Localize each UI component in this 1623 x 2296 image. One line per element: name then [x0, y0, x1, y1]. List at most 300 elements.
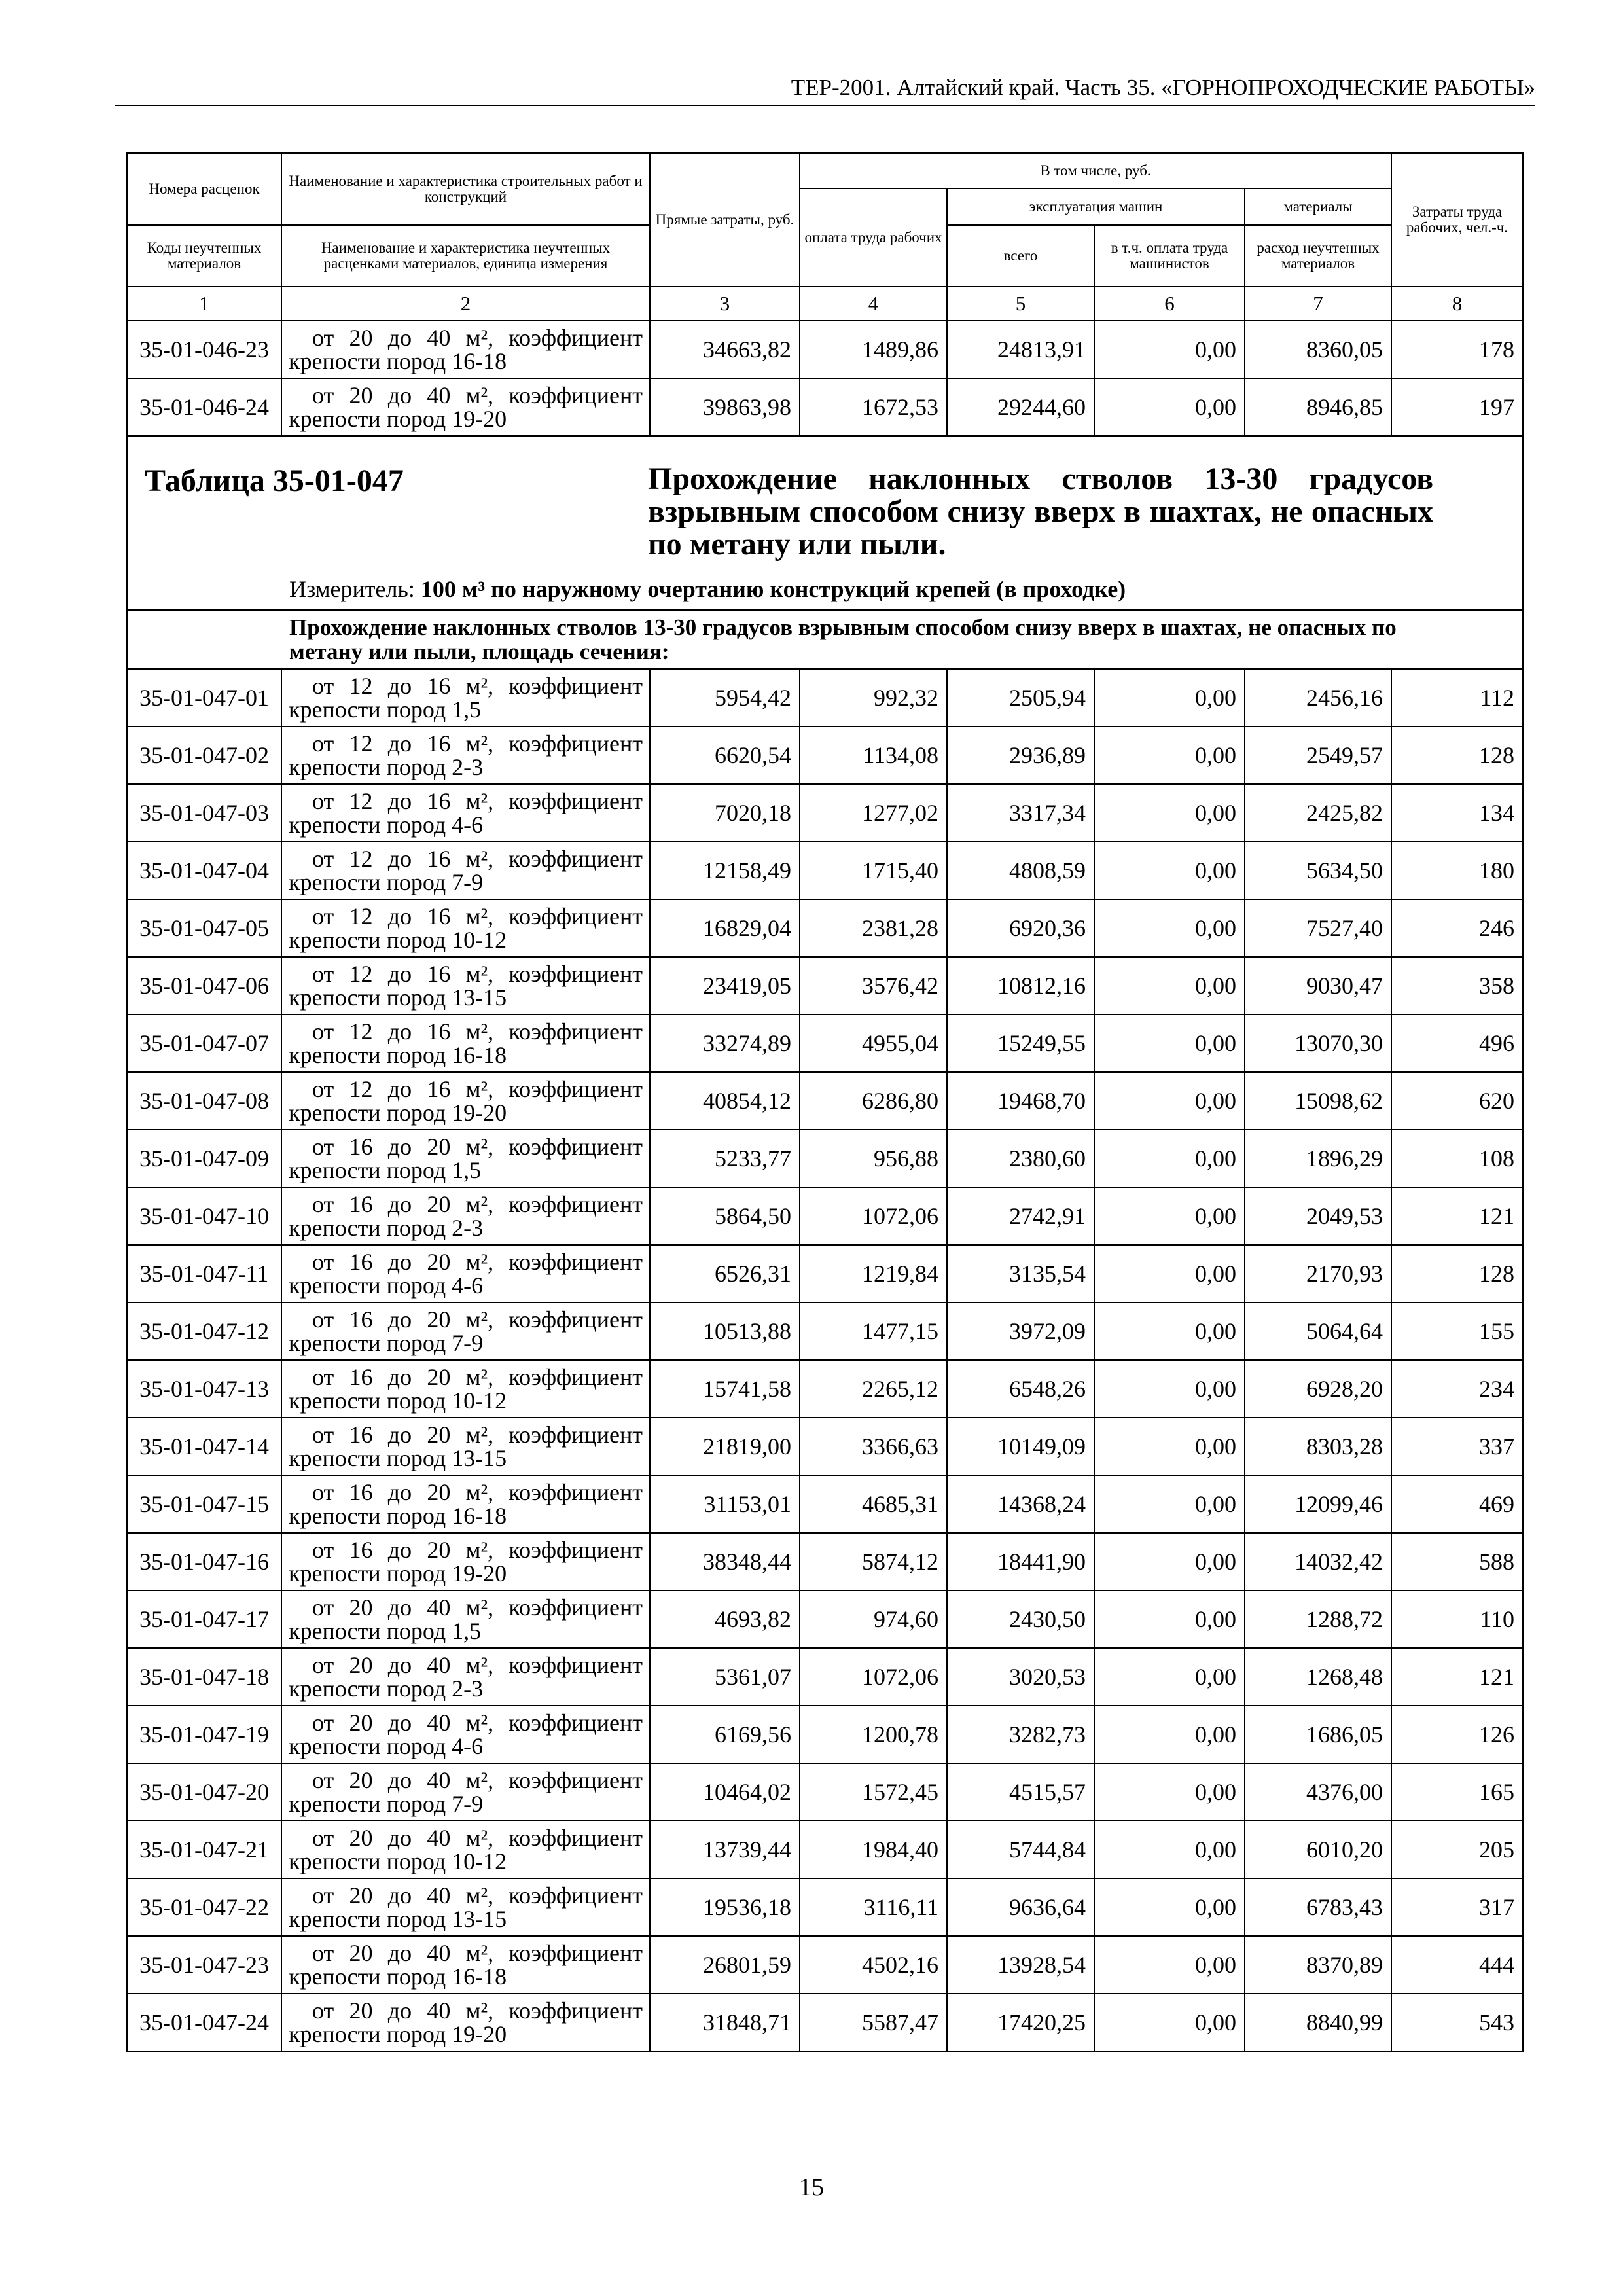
- rate-description-line: крепости пород 2-3: [289, 1215, 484, 1241]
- rate-code: 35-01-047-15: [127, 1475, 281, 1533]
- header-direct-costs: Прямые затраты, руб.: [650, 153, 800, 287]
- rate-description-line: крепости пород 2-3: [289, 754, 484, 780]
- direct-costs-cell: 6526,31: [650, 1245, 800, 1302]
- previous-table-rows: [127, 321, 1523, 436]
- labor-pay-cell: 1477,15: [800, 1302, 947, 1360]
- labor-pay-cell: 1072,06: [800, 1187, 947, 1245]
- rate-description-line: от 12 до 16 м², коэффициент: [312, 788, 643, 814]
- direct-costs-cell: 23419,05: [650, 957, 800, 1014]
- header-machines-group: эксплуатация машин: [947, 188, 1245, 225]
- labor-pay-cell: 3576,42: [800, 957, 947, 1014]
- rate-code: 35-01-046-23: [127, 321, 281, 378]
- rate-code: 35-01-047-22: [127, 1878, 281, 1936]
- unaccounted-materials-cell: 8360,05: [1245, 321, 1391, 378]
- labor-hours-cell: 121: [1391, 1187, 1523, 1245]
- rate-description-line: крепости пород 10-12: [289, 1848, 507, 1874]
- labor-pay-cell: 4955,04: [800, 1014, 947, 1072]
- rate-description: [281, 1878, 650, 1936]
- table-row: [127, 378, 1523, 436]
- table-row: [127, 1302, 1523, 1360]
- rate-description-line: от 12 до 16 м², коэффициент: [312, 673, 643, 699]
- rate-description-line: от 16 до 20 м², коэффициент: [312, 1191, 643, 1217]
- labor-pay-cell: 1672,53: [800, 378, 947, 436]
- rate-description-line: от 20 до 40 м², коэффициент: [312, 1998, 643, 2024]
- unaccounted-materials-cell: 2549,57: [1245, 726, 1391, 784]
- labor-pay-cell: 5587,47: [800, 1994, 947, 2051]
- machines-total-cell: 2430,50: [947, 1590, 1094, 1648]
- table-subheading: Прохождение наклонных стволов 13-30 градусов взрывным способом снизу вверх в шахтах, не опасных по метану или пыли, площадь сечения:: [289, 615, 1397, 664]
- unaccounted-materials-cell: 2049,53: [1245, 1187, 1391, 1245]
- unaccounted-materials-cell: 14032,42: [1245, 1533, 1391, 1590]
- machinists-pay-cell: 0,00: [1094, 726, 1245, 784]
- rate-code: 35-01-047-13: [127, 1360, 281, 1418]
- rate-description-line: крепости пород 16-18: [289, 1964, 507, 1990]
- unaccounted-materials-cell: 1268,48: [1245, 1648, 1391, 1706]
- machinists-pay-cell: 0,00: [1094, 1014, 1245, 1072]
- table-row: [127, 1994, 1523, 2051]
- column-number: 3: [650, 287, 800, 321]
- labor-pay-cell: 2381,28: [800, 899, 947, 957]
- machines-total-cell: 13928,54: [947, 1936, 1094, 1994]
- machinists-pay-cell: 0,00: [1094, 1763, 1245, 1821]
- rate-code: 35-01-047-05: [127, 899, 281, 957]
- rate-description: [281, 1533, 650, 1590]
- direct-costs-cell: 5954,42: [650, 669, 800, 726]
- measure-unit-label: Измеритель:: [289, 576, 415, 602]
- labor-hours-cell: 178: [1391, 321, 1523, 378]
- rate-description-line: крепости пород 10-12: [289, 927, 507, 953]
- rate-code: 35-01-047-01: [127, 669, 281, 726]
- machines-total-cell: 4808,59: [947, 842, 1094, 899]
- labor-hours-cell: 108: [1391, 1130, 1523, 1187]
- rate-description: [281, 1475, 650, 1533]
- rate-description-line: крепости пород 19-20: [289, 406, 507, 432]
- rate-code: 35-01-047-06: [127, 957, 281, 1014]
- direct-costs-cell: 33274,89: [650, 1014, 800, 1072]
- rate-description-line: от 16 до 20 м², коэффициент: [312, 1422, 643, 1448]
- machines-total-cell: 10149,09: [947, 1418, 1094, 1475]
- labor-pay-cell: 1219,84: [800, 1245, 947, 1302]
- table-row: [127, 1763, 1523, 1821]
- labor-hours-cell: 620: [1391, 1072, 1523, 1130]
- machines-total-cell: 14368,24: [947, 1475, 1094, 1533]
- machines-total-cell: 2742,91: [947, 1187, 1094, 1245]
- price-table: [126, 152, 1524, 2052]
- machinists-pay-cell: 0,00: [1094, 1302, 1245, 1360]
- table-row: [127, 1130, 1523, 1187]
- unaccounted-materials-cell: 6783,43: [1245, 1878, 1391, 1936]
- rate-description-line: крепости пород 19-20: [289, 1560, 507, 1587]
- column-number: 1: [127, 287, 281, 321]
- rate-code: 35-01-047-19: [127, 1706, 281, 1763]
- table-row: [127, 784, 1523, 842]
- column-number: 4: [800, 287, 947, 321]
- rate-description-line: крепости пород 13-15: [289, 984, 507, 1011]
- running-title: ТЕР-2001. Алтайский край. Часть 35. «ГОРНОПРОХОДЧЕСКИЕ РАБОТЫ»: [791, 75, 1535, 100]
- labor-hours-cell: 165: [1391, 1763, 1523, 1821]
- machinists-pay-cell: 0,00: [1094, 669, 1245, 726]
- direct-costs-cell: 40854,12: [650, 1072, 800, 1130]
- machinists-pay-cell: 0,00: [1094, 1130, 1245, 1187]
- header-labor-hours: Затраты труда рабочих, чел.-ч.: [1391, 153, 1523, 287]
- direct-costs-cell: 5864,50: [650, 1187, 800, 1245]
- rate-code: 35-01-047-04: [127, 842, 281, 899]
- unaccounted-materials-cell: 13070,30: [1245, 1014, 1391, 1072]
- table-row: [127, 842, 1523, 899]
- header-name-top: Наименование и характеристика строительных работ и конструкций: [281, 153, 650, 225]
- machinists-pay-cell: 0,00: [1094, 1187, 1245, 1245]
- machines-total-cell: 4515,57: [947, 1763, 1094, 1821]
- machinists-pay-cell: 0,00: [1094, 1648, 1245, 1706]
- unaccounted-materials-cell: 2170,93: [1245, 1245, 1391, 1302]
- table-row: [127, 899, 1523, 957]
- rate-description-line: крепости пород 7-9: [289, 869, 484, 895]
- rate-description-line: крепости пород 16-18: [289, 348, 507, 374]
- labor-hours-cell: 128: [1391, 726, 1523, 784]
- rate-description-line: от 12 до 16 м², коэффициент: [312, 1076, 643, 1102]
- labor-pay-cell: 2265,12: [800, 1360, 947, 1418]
- rate-code: 35-01-047-08: [127, 1072, 281, 1130]
- machinists-pay-cell: 0,00: [1094, 1878, 1245, 1936]
- machinists-pay-cell: 0,00: [1094, 1418, 1245, 1475]
- labor-pay-cell: 3116,11: [800, 1878, 947, 1936]
- direct-costs-cell: 7020,18: [650, 784, 800, 842]
- unaccounted-materials-cell: 9030,47: [1245, 957, 1391, 1014]
- unaccounted-materials-cell: 1288,72: [1245, 1590, 1391, 1648]
- rate-code: 35-01-047-02: [127, 726, 281, 784]
- unaccounted-materials-cell: 8303,28: [1245, 1418, 1391, 1475]
- rate-description: [281, 784, 650, 842]
- labor-pay-cell: 5874,12: [800, 1533, 947, 1590]
- rate-description: [281, 1706, 650, 1763]
- rate-description-line: от 12 до 16 м², коэффициент: [312, 730, 643, 757]
- rate-description: [281, 726, 650, 784]
- machinists-pay-cell: 0,00: [1094, 1245, 1245, 1302]
- table-row: [127, 1245, 1523, 1302]
- table-description: Прохождение наклонных стволов 13-30 градусов взрывным способом снизу вверх в шахтах, не опасных по метану или пыли.: [648, 461, 1433, 562]
- rate-description: [281, 842, 650, 899]
- unaccounted-materials-cell: 2425,82: [1245, 784, 1391, 842]
- labor-hours-cell: 246: [1391, 899, 1523, 957]
- unaccounted-materials-cell: 2456,16: [1245, 669, 1391, 726]
- rate-description: [281, 899, 650, 957]
- rate-description-line: от 16 до 20 м², коэффициент: [312, 1134, 643, 1160]
- labor-hours-cell: 444: [1391, 1936, 1523, 1994]
- rate-description-line: крепости пород 19-20: [289, 2021, 507, 2047]
- table-row: [127, 1418, 1523, 1475]
- machines-total-cell: 19468,70: [947, 1072, 1094, 1130]
- rate-code: 35-01-047-03: [127, 784, 281, 842]
- machinists-pay-cell: 0,00: [1094, 842, 1245, 899]
- table-row: [127, 1706, 1523, 1763]
- unaccounted-materials-cell: 5634,50: [1245, 842, 1391, 899]
- measure-unit-value: 100 м³ по наружному очертанию конструкций крепей (в проходке): [420, 576, 1126, 602]
- labor-pay-cell: 974,60: [800, 1590, 947, 1648]
- table-row: [127, 1590, 1523, 1648]
- rate-code: 35-01-047-23: [127, 1936, 281, 1994]
- machinists-pay-cell: 0,00: [1094, 1994, 1245, 2051]
- direct-costs-cell: 26801,59: [650, 1936, 800, 1994]
- rate-description: [281, 378, 650, 436]
- machines-total-cell: 9636,64: [947, 1878, 1094, 1936]
- page-number: 15: [799, 2174, 824, 2201]
- running-header: [115, 71, 1535, 106]
- machinists-pay-cell: 0,00: [1094, 1821, 1245, 1878]
- labor-pay-cell: 6286,80: [800, 1072, 947, 1130]
- table-row: [127, 1936, 1523, 1994]
- direct-costs-cell: 13739,44: [650, 1821, 800, 1878]
- rate-description: [281, 1014, 650, 1072]
- header-unaccounted-materials: расход неучтенных материалов: [1245, 225, 1391, 287]
- unaccounted-materials-cell: 1686,05: [1245, 1706, 1391, 1763]
- rate-code: 35-01-047-24: [127, 1994, 281, 2051]
- column-number: 7: [1245, 287, 1391, 321]
- labor-pay-cell: 1489,86: [800, 321, 947, 378]
- direct-costs-cell: 39863,98: [650, 378, 800, 436]
- unaccounted-materials-cell: 5064,64: [1245, 1302, 1391, 1360]
- machines-total-cell: 10812,16: [947, 957, 1094, 1014]
- labor-pay-cell: 1572,45: [800, 1763, 947, 1821]
- table-row: [127, 1187, 1523, 1245]
- rate-description-line: от 20 до 40 м², коэффициент: [312, 1652, 643, 1678]
- machines-total-cell: 15249,55: [947, 1014, 1094, 1072]
- rate-description-line: крепости пород 10-12: [289, 1388, 507, 1414]
- machinists-pay-cell: 0,00: [1094, 1590, 1245, 1648]
- table-row: [127, 726, 1523, 784]
- machines-total-cell: 2936,89: [947, 726, 1094, 784]
- labor-hours-cell: 588: [1391, 1533, 1523, 1590]
- direct-costs-cell: 38348,44: [650, 1533, 800, 1590]
- table-rows: [127, 669, 1523, 2051]
- machinists-pay-cell: 0,00: [1094, 1936, 1245, 1994]
- unaccounted-materials-cell: 1896,29: [1245, 1130, 1391, 1187]
- rate-description-line: от 20 до 40 м², коэффициент: [312, 382, 643, 408]
- rate-description-line: крепости пород 4-6: [289, 812, 484, 838]
- labor-pay-cell: 4502,16: [800, 1936, 947, 1994]
- header-materials-group: материалы: [1245, 188, 1391, 225]
- labor-hours-cell: 469: [1391, 1475, 1523, 1533]
- labor-pay-cell: 1134,08: [800, 726, 947, 784]
- unaccounted-materials-cell: 12099,46: [1245, 1475, 1391, 1533]
- rate-description: [281, 957, 650, 1014]
- rate-description: [281, 1245, 650, 1302]
- labor-pay-cell: 956,88: [800, 1130, 947, 1187]
- machinists-pay-cell: 0,00: [1094, 784, 1245, 842]
- rate-code: 35-01-047-21: [127, 1821, 281, 1878]
- rate-description: [281, 1418, 650, 1475]
- direct-costs-cell: 34663,82: [650, 321, 800, 378]
- rate-description: [281, 1187, 650, 1245]
- machinists-pay-cell: 0,00: [1094, 1360, 1245, 1418]
- rate-description-line: крепости пород 4-6: [289, 1733, 484, 1759]
- labor-hours-cell: 197: [1391, 378, 1523, 436]
- labor-hours-cell: 126: [1391, 1706, 1523, 1763]
- labor-hours-cell: 128: [1391, 1245, 1523, 1302]
- labor-hours-cell: 110: [1391, 1590, 1523, 1648]
- machines-total-cell: 2380,60: [947, 1130, 1094, 1187]
- unaccounted-materials-cell: 8946,85: [1245, 378, 1391, 436]
- rate-description-line: крепости пород 13-15: [289, 1445, 507, 1471]
- header-codes-bottom: Коды неучтенных материалов: [127, 225, 281, 287]
- header-labor-pay: оплата труда рабочих: [800, 188, 947, 287]
- rate-description-line: от 12 до 16 м², коэффициент: [312, 846, 643, 872]
- machinists-pay-cell: 0,00: [1094, 957, 1245, 1014]
- rate-description-line: крепости пород 1,5: [289, 1157, 482, 1183]
- table-row: [127, 1533, 1523, 1590]
- rate-description-line: крепости пород 13-15: [289, 1906, 507, 1932]
- header-machines-total: всего: [947, 225, 1094, 287]
- direct-costs-cell: 12158,49: [650, 842, 800, 899]
- header-including-group: В том числе, руб.: [800, 153, 1391, 188]
- labor-hours-cell: 180: [1391, 842, 1523, 899]
- machines-total-cell: 24813,91: [947, 321, 1094, 378]
- table-row: [127, 1475, 1523, 1533]
- labor-pay-cell: 992,32: [800, 669, 947, 726]
- machines-total-cell: 3282,73: [947, 1706, 1094, 1763]
- rate-description-line: от 16 до 20 м², коэффициент: [312, 1249, 643, 1275]
- machinists-pay-cell: 0,00: [1094, 1072, 1245, 1130]
- rate-description-line: от 16 до 20 м², коэффициент: [312, 1479, 643, 1505]
- rate-description-line: от 20 до 40 м², коэффициент: [312, 1767, 643, 1793]
- rate-description-line: крепости пород 7-9: [289, 1330, 484, 1356]
- rate-description-line: крепости пород 1,5: [289, 1618, 482, 1644]
- rate-description: [281, 1360, 650, 1418]
- rate-code: 35-01-047-10: [127, 1187, 281, 1245]
- direct-costs-cell: 15741,58: [650, 1360, 800, 1418]
- column-number: 2: [281, 287, 650, 321]
- rate-code: 35-01-047-09: [127, 1130, 281, 1187]
- rate-description: [281, 1648, 650, 1706]
- direct-costs-cell: 5233,77: [650, 1130, 800, 1187]
- machinists-pay-cell: 0,00: [1094, 1706, 1245, 1763]
- rate-description-line: от 12 до 16 м², коэффициент: [312, 903, 643, 929]
- direct-costs-cell: 4693,82: [650, 1590, 800, 1648]
- rate-description-line: крепости пород 16-18: [289, 1503, 507, 1529]
- rate-description: [281, 669, 650, 726]
- labor-hours-cell: 205: [1391, 1821, 1523, 1878]
- machines-total-cell: 3135,54: [947, 1245, 1094, 1302]
- direct-costs-cell: 31153,01: [650, 1475, 800, 1533]
- rate-code: 35-01-046-24: [127, 378, 281, 436]
- labor-hours-cell: 496: [1391, 1014, 1523, 1072]
- direct-costs-cell: 6620,54: [650, 726, 800, 784]
- labor-hours-cell: 317: [1391, 1878, 1523, 1936]
- direct-costs-cell: 10464,02: [650, 1763, 800, 1821]
- rate-description-line: крепости пород 4-6: [289, 1272, 484, 1299]
- labor-pay-cell: 4685,31: [800, 1475, 947, 1533]
- labor-hours-cell: 358: [1391, 957, 1523, 1014]
- table-row: [127, 1072, 1523, 1130]
- rate-description-line: от 20 до 40 м², коэффициент: [312, 325, 643, 351]
- machines-total-cell: 6920,36: [947, 899, 1094, 957]
- machinists-pay-cell: 0,00: [1094, 899, 1245, 957]
- rate-description-line: от 16 до 20 м², коэффициент: [312, 1306, 643, 1333]
- direct-costs-cell: 6169,56: [650, 1706, 800, 1763]
- rate-code: 35-01-047-18: [127, 1648, 281, 1706]
- rate-code: 35-01-047-16: [127, 1533, 281, 1590]
- labor-hours-cell: 337: [1391, 1418, 1523, 1475]
- machinists-pay-cell: 0,00: [1094, 1475, 1245, 1533]
- rate-description-line: от 20 до 40 м², коэффициент: [312, 1594, 643, 1621]
- machinists-pay-cell: 0,00: [1094, 321, 1245, 378]
- rate-description-line: крепости пород 2-3: [289, 1676, 484, 1702]
- machines-total-cell: 17420,25: [947, 1994, 1094, 2051]
- direct-costs-cell: 31848,71: [650, 1994, 800, 2051]
- table-row: [127, 1648, 1523, 1706]
- rate-description-line: крепости пород 1,5: [289, 696, 482, 723]
- table-row: [127, 1014, 1523, 1072]
- labor-pay-cell: 1200,78: [800, 1706, 947, 1763]
- rate-description: [281, 1763, 650, 1821]
- unaccounted-materials-cell: 4376,00: [1245, 1763, 1391, 1821]
- header-machinists-pay: в т.ч. оплата труда машинистов: [1094, 225, 1245, 287]
- machines-total-cell: 3972,09: [947, 1302, 1094, 1360]
- unaccounted-materials-cell: 7527,40: [1245, 899, 1391, 957]
- rate-description-line: от 20 до 40 м², коэффициент: [312, 1940, 643, 1966]
- rate-description-line: от 12 до 16 м², коэффициент: [312, 1018, 643, 1045]
- rate-description-line: от 20 до 40 м², коэффициент: [312, 1882, 643, 1909]
- labor-pay-cell: 3366,63: [800, 1418, 947, 1475]
- header-name-bottom: Наименование и характеристика неучтенных расценками материалов, единица измерения: [281, 225, 650, 287]
- labor-pay-cell: 1715,40: [800, 842, 947, 899]
- machinists-pay-cell: 0,00: [1094, 378, 1245, 436]
- machinists-pay-cell: 0,00: [1094, 1533, 1245, 1590]
- rate-code: 35-01-047-17: [127, 1590, 281, 1648]
- machines-total-cell: 29244,60: [947, 378, 1094, 436]
- labor-hours-cell: 112: [1391, 669, 1523, 726]
- column-number: 6: [1094, 287, 1245, 321]
- unaccounted-materials-cell: 8840,99: [1245, 1994, 1391, 2051]
- rate-description: [281, 1130, 650, 1187]
- column-number: 8: [1391, 287, 1523, 321]
- measure-unit: [289, 575, 1126, 603]
- labor-hours-cell: 121: [1391, 1648, 1523, 1706]
- labor-hours-cell: 543: [1391, 1994, 1523, 2051]
- unaccounted-materials-cell: 6010,20: [1245, 1821, 1391, 1878]
- table-subheading-cell: [127, 610, 1523, 669]
- table-row: [127, 1878, 1523, 1936]
- rate-description-line: крепости пород 19-20: [289, 1100, 507, 1126]
- labor-hours-cell: 134: [1391, 784, 1523, 842]
- table-row: [127, 321, 1523, 378]
- labor-hours-cell: 155: [1391, 1302, 1523, 1360]
- rate-code: 35-01-047-20: [127, 1763, 281, 1821]
- table-title-block: [127, 436, 1523, 610]
- rate-description-line: от 16 до 20 м², коэффициент: [312, 1537, 643, 1563]
- header-codes-top: Номера расценок: [127, 153, 281, 225]
- machines-total-cell: 5744,84: [947, 1821, 1094, 1878]
- direct-costs-cell: 19536,18: [650, 1878, 800, 1936]
- rate-description-line: от 20 до 40 м², коэффициент: [312, 1825, 643, 1851]
- machines-total-cell: 18441,90: [947, 1533, 1094, 1590]
- labor-hours-cell: 234: [1391, 1360, 1523, 1418]
- rate-description: [281, 321, 650, 378]
- rate-description: [281, 1936, 650, 1994]
- table-row: [127, 957, 1523, 1014]
- direct-costs-cell: 10513,88: [650, 1302, 800, 1360]
- rate-description: [281, 1994, 650, 2051]
- unaccounted-materials-cell: 6928,20: [1245, 1360, 1391, 1418]
- rate-description: [281, 1821, 650, 1878]
- machines-total-cell: 2505,94: [947, 669, 1094, 726]
- unaccounted-materials-cell: 15098,62: [1245, 1072, 1391, 1130]
- rate-description-line: от 12 до 16 м², коэффициент: [312, 961, 643, 987]
- rate-code: 35-01-047-07: [127, 1014, 281, 1072]
- labor-pay-cell: 1072,06: [800, 1648, 947, 1706]
- rate-description-line: крепости пород 7-9: [289, 1791, 484, 1817]
- rate-code: 35-01-047-11: [127, 1245, 281, 1302]
- labor-pay-cell: 1277,02: [800, 784, 947, 842]
